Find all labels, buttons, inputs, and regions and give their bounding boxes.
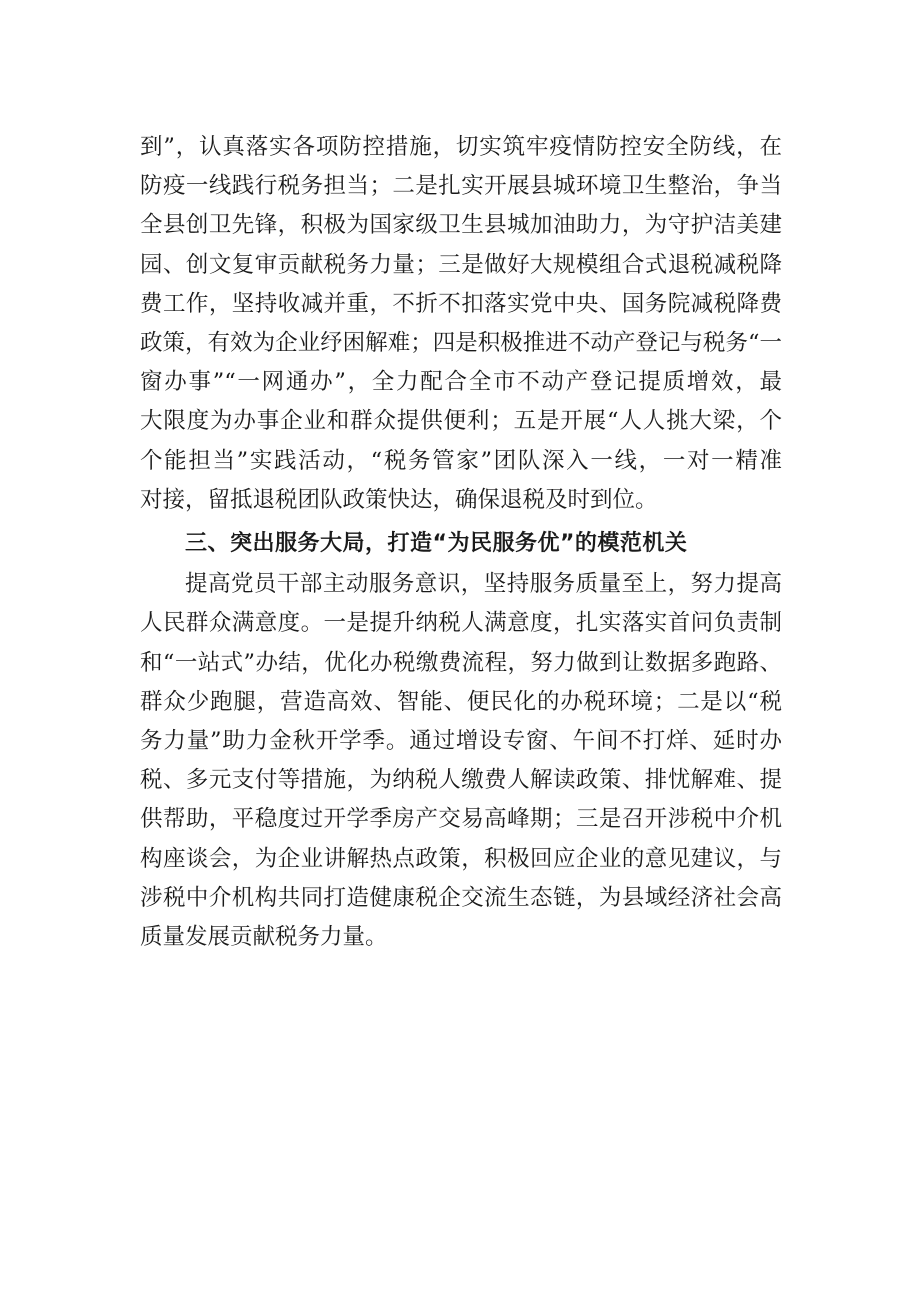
paragraph-line: 政策，有效为企业纾困解难；四是积极推进不动产登记与税务“一 xyxy=(140,330,782,357)
paragraph-line: 大限度为办事企业和群众提供便利；五是开展“人人挑大梁，个 xyxy=(140,408,782,435)
paragraph-line: 提高党员干部主动服务意识，坚持服务质量至上，努力提高 xyxy=(185,571,782,598)
paragraph-1 xyxy=(140,128,782,520)
paragraph-line: 个能担当”实践活动，“税务管家”团队深入一线，一对一精准 xyxy=(140,447,782,474)
paragraph-line: 供帮助，平稳度过开学季房产交易高峰期；三是召开涉税中介机 xyxy=(140,806,782,833)
paragraph-line: 务力量”助力金秋开学季。通过增设专窗、午间不打烊、延时办 xyxy=(140,728,782,755)
paragraph-line: 构座谈会，为企业讲解热点政策，积极回应企业的意见建议，与 xyxy=(140,845,782,872)
paragraph-line: 全县创卫先锋，积极为国家级卫生县城加油助力，为守护洁美建 xyxy=(140,212,782,239)
paragraph-line: 群众少跑腿，营造高效、智能、便民化的办税环境；二是以“税 xyxy=(140,688,782,715)
paragraph-line: 园、创文复审贡献税务力量；三是做好大规模组合式退税减税降 xyxy=(140,251,782,278)
document-body xyxy=(140,128,782,957)
paragraph-line: 和“一站式”办结，优化办税缴费流程，努力做到让数据多跑路、 xyxy=(140,649,782,676)
paragraph-2 xyxy=(140,565,782,957)
paragraph-line: 质量发展贡献税务力量。 xyxy=(140,924,388,951)
paragraph-line: 防疫一线践行税务担当；二是扎实开展县城环境卫生整治，争当 xyxy=(140,173,782,200)
paragraph-line: 窗办事”“一网通办”，全力配合全市不动产登记提质增效，最 xyxy=(140,369,782,396)
paragraph-line: 到”，认真落实各项防控措施，切实筑牢疫情防控安全防线，在 xyxy=(140,134,782,160)
section-heading: 三、突出服务大局，打造“为民服务优”的模范机关 xyxy=(185,531,688,557)
paragraph-line: 费工作，坚持收减并重，不折不扣落实党中央、国务院减税降费 xyxy=(140,290,782,317)
paragraph-line: 对接，留抵退税团队政策快达，确保退税及时到位。 xyxy=(140,486,658,513)
paragraph-line: 涉税中介机构共同打造健康税企交流生态链，为县域经济社会高 xyxy=(140,884,782,911)
paragraph-line: 税、多元支付等措施，为纳税人缴费人解读政策、排忧解难、提 xyxy=(140,767,782,794)
paragraph-line: 人民群众满意度。一是提升纳税人满意度，扎实落实首问负责制 xyxy=(140,610,782,637)
